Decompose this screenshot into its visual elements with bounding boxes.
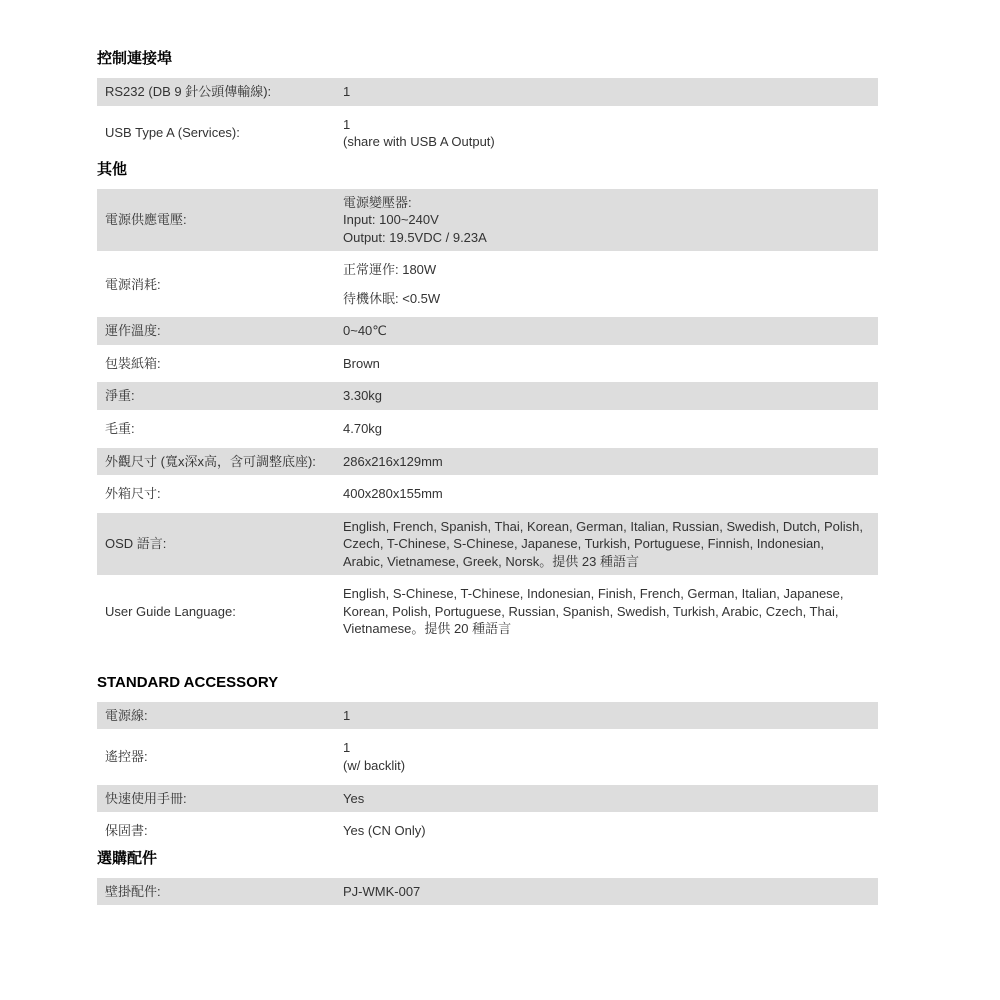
section-title-control-ports: 控制連接埠: [97, 50, 173, 67]
spec-row-net-weight: [97, 382, 878, 410]
spec-table-others: [97, 189, 878, 648]
spec-value: [343, 420, 878, 438]
spec-label: USB Type A (Services):: [105, 125, 240, 141]
section-title-optional-accessory: 選購配件: [97, 849, 158, 867]
spec-value-line: 1: [343, 707, 351, 723]
spec-value: [343, 453, 878, 471]
spec-row-power-cord: [97, 702, 878, 730]
spec-label: OSD 語言:: [105, 536, 167, 552]
spec-row-remote-control: [97, 729, 878, 784]
spec-label: User Guide Language:: [105, 603, 236, 619]
spec-row-wall-mount: [97, 878, 878, 906]
spec-value: [343, 355, 878, 373]
spec-table-optional-accessory: [97, 878, 878, 906]
spec-label: 保固書:: [105, 823, 148, 839]
spec-value: [343, 707, 878, 725]
spec-row-power-supply: [97, 189, 878, 252]
spec-value-line: Output: 19.5VDC / 9.23A: [343, 229, 487, 245]
spec-value-line: English, S-Chinese, T-Chinese, Indonesian, Finish, French, German, Italian, Japanese, Korean, Polish, Portuguese, Russian, Spanish, Swedish, Turkish, Arabic, Czech, Thai, Vietnamese。提供 20 種語言: [343, 586, 844, 637]
spec-label: 毛重:: [105, 421, 135, 437]
spec-label: 壁掛配件:: [105, 883, 161, 899]
spec-value: [343, 83, 878, 101]
spec-value-line: Yes: [343, 790, 365, 806]
spec-value-line: Yes (CN Only): [343, 823, 426, 839]
spec-row-osd-language: [97, 513, 878, 576]
spec-value: [343, 883, 878, 901]
spec-value-line: PJ-WMK-007: [343, 883, 421, 899]
spec-row-usb-type-a: [97, 106, 878, 161]
spec-value-line: 1: [343, 116, 351, 132]
spec-value: [343, 485, 878, 503]
spec-label: 淨重:: [105, 388, 135, 404]
spec-value-line: 1: [343, 740, 351, 756]
spec-value-line: 286x216x129mm: [343, 453, 443, 469]
spec-label: 遙控器:: [105, 749, 148, 765]
section-title-standard-accessory: STANDARD ACCESSORY: [97, 673, 279, 691]
spec-row-gross-weight: [97, 410, 878, 448]
spec-value: [343, 822, 878, 840]
spec-label: 外箱尺寸:: [105, 486, 161, 502]
spec-row-carton: [97, 345, 878, 383]
spec-value-line: 待機休眠: <0.5W: [343, 290, 441, 306]
spec-value: [343, 322, 878, 340]
spec-row-box-dimensions: [97, 475, 878, 513]
spec-row-dimensions: [97, 448, 878, 476]
spec-value-line: Input: 100~240V: [343, 212, 439, 228]
spec-label: 電源線:: [105, 707, 148, 723]
spec-value-line: English, French, Spanish, Thai, Korean, German, Italian, Russian, Swedish, Dutch, Polish, Czech, T-Chinese, S-Chinese, Japanese, Turkish, Portuguese, Finnish, Indonesian, Arabic, Vietnamese, Greek, Norsk。提供 23 種語言: [343, 518, 864, 569]
spec-row-user-guide-language: [97, 575, 878, 648]
spec-row-power-consumption: [97, 251, 878, 317]
spec-value-line: 400x280x155mm: [343, 486, 443, 502]
spec-value-line: 4.70kg: [343, 421, 383, 437]
spec-row-rs232: [97, 78, 878, 106]
spec-value: [343, 790, 878, 808]
spec-page: [97, 50, 878, 905]
spec-value-line: (w/ backlit): [343, 758, 406, 774]
spec-label: 包裝紙箱:: [105, 355, 161, 371]
spec-value-line: (share with USB A Output): [343, 134, 495, 150]
spec-value-line: 0~40℃: [343, 323, 387, 339]
spec-row-operating-temperature: [97, 317, 878, 345]
spec-label: 外觀尺寸 (寬x深x高，含可調整底座):: [105, 453, 316, 469]
spec-value: [343, 261, 878, 307]
spec-value-line: 3.30kg: [343, 388, 383, 404]
section-title-others: 其他: [97, 160, 128, 178]
spec-label: 運作溫度:: [105, 323, 161, 339]
spec-value-line: Brown: [343, 355, 380, 371]
spec-value: [343, 585, 878, 638]
spec-label: 電源供應電壓:: [105, 212, 187, 228]
spec-value: [343, 194, 878, 247]
spec-value: [343, 518, 878, 571]
spec-value: [343, 739, 878, 774]
spec-value: [343, 116, 878, 151]
spec-value-line: 電源變壓器:: [343, 194, 412, 210]
spec-value-line: 1: [343, 84, 351, 99]
spec-label: 快速使用手冊:: [105, 790, 187, 806]
spec-table-standard-accessory: [97, 702, 878, 850]
spec-value: [343, 387, 878, 405]
spec-row-warranty-card: [97, 812, 878, 850]
spec-value-line: 正常運作: 180W: [343, 262, 437, 278]
spec-table-control-ports: [97, 78, 878, 161]
spec-label: 電源消耗:: [105, 276, 161, 292]
spec-row-quick-start-guide: [97, 785, 878, 813]
spec-label: RS232 (DB 9 針公頭傳輸線):: [105, 84, 272, 99]
